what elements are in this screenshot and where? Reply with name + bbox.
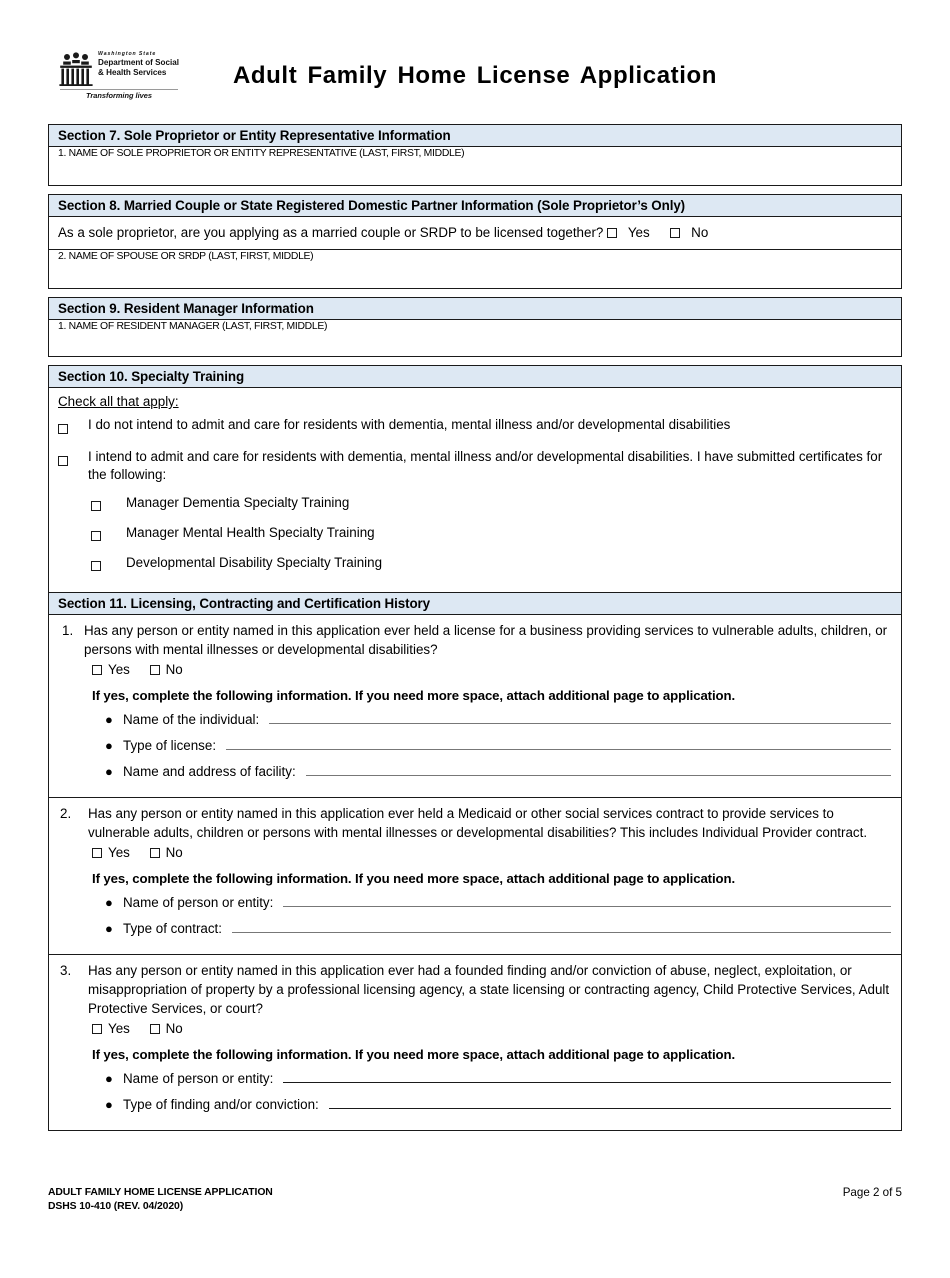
specialty-training-sub-list (58, 494, 892, 575)
section-11-heading: Section 11. Licensing, Contracting and Certification History (49, 593, 901, 615)
section-11 (48, 593, 902, 1131)
question-1-bullet-3 (105, 762, 891, 779)
checkbox-srdp-no[interactable] (670, 228, 680, 238)
question-2-bullet-2-input[interactable] (232, 919, 891, 933)
section-10-heading: Section 10. Specialty Training (49, 366, 901, 388)
question-1-bullet-1-label: Name of the individual: (123, 711, 260, 727)
question-1 (49, 615, 901, 797)
checkbox-intend-specialty[interactable] (58, 456, 68, 466)
checkbox-manager-mental-health-training[interactable] (91, 531, 101, 541)
checkbox-q2-no-label: No (165, 844, 183, 860)
footer-form-number: DSHS 10-410 (REV. 04/2020) (48, 1201, 184, 1212)
bullet-dot-icon: ● (105, 894, 113, 910)
question-3-bullets (59, 1069, 891, 1112)
section-7 (48, 124, 902, 186)
page-footer (48, 1186, 902, 1214)
question-2-bullet-1-label: Name of person or entity: (123, 894, 274, 910)
option-manager-mental-health-training-label: Manager Mental Health Specialty Training (126, 524, 375, 540)
checkbox-q3-no[interactable] (150, 1024, 160, 1034)
field-sole-proprietor-name-label: 1. NAME OF SOLE PROPRIETOR OR ENTITY REPRESENTATIVE (LAST, FIRST, MIDDLE) (58, 148, 465, 159)
checkbox-manager-dementia-training[interactable] (91, 501, 101, 511)
question-3-if-yes-note: If yes, complete the following information. If you need more space, attach additional page to application. (92, 1046, 736, 1062)
checkbox-q2-yes-label: Yes (108, 844, 130, 860)
section-9-heading: Section 9. Resident Manager Information (49, 298, 901, 320)
section-8-question-text: As a sole proprietor, are you applying as a married couple or SRDP to be licensed together? (58, 225, 604, 240)
bullet-dot-icon: ● (105, 920, 113, 936)
section-8-question-row (49, 217, 901, 249)
logo-tagline: Transforming lives (86, 91, 152, 100)
question-2-bullet-1 (105, 893, 891, 910)
logo-dept-line-1: Department of Social (98, 58, 179, 67)
question-3-bullet-2 (105, 1095, 891, 1112)
section-8-heading: Section 8. Married Couple or State Registered Domestic Partner Information (Sole Proprietor’s Only) (49, 195, 901, 217)
option-no-specialty[interactable] (58, 416, 892, 439)
field-sole-proprietor-name[interactable] (49, 147, 901, 185)
section-8 (48, 194, 902, 289)
option-manager-dementia-training[interactable] (58, 494, 892, 515)
field-resident-manager-name[interactable] (49, 320, 901, 356)
footer-form-title: ADULT FAMILY HOME LICENSE APPLICATION (48, 1187, 273, 1198)
question-2-if-yes-note: If yes, complete the following information. If you need more space, attach additional page to application. (92, 870, 736, 886)
question-3-text: Has any person or entity named in this application ever had a founded finding and/or conviction of abuse, neglect, exploitation, or misappropriation of property by a professional licensing agency, a state licensing or contracting agency, Child Protective Services, Adult Protective Services, or court? (88, 962, 890, 1016)
question-1-bullet-3-label: Name and address of facility: (123, 763, 296, 779)
section-10-instruction: Check all that apply: (58, 394, 179, 409)
spacer-7-8 (48, 186, 902, 194)
question-2-bullets (59, 893, 891, 936)
field-spouse-name-label: 2. NAME OF SPOUSE OR SRDP (LAST, FIRST, MIDDLE) (58, 251, 314, 262)
option-developmental-disability-training[interactable] (58, 554, 892, 575)
checkbox-developmental-disability-training[interactable] (91, 561, 101, 571)
bullet-dot-icon: ● (105, 711, 113, 727)
checkbox-q3-yes-label: Yes (108, 1020, 130, 1036)
question-3-bullet-2-input[interactable] (329, 1095, 891, 1109)
checkbox-no-specialty[interactable] (58, 424, 68, 434)
question-3-bullet-1-input[interactable] (283, 1069, 891, 1083)
question-1-bullet-2-input[interactable] (226, 736, 891, 750)
field-spouse-name[interactable] (49, 250, 901, 288)
question-3 (49, 954, 901, 1130)
checkbox-q2-yes[interactable] (92, 848, 102, 858)
checkbox-q1-yes[interactable] (92, 665, 102, 675)
question-1-bullet-2-label: Type of license: (123, 737, 217, 753)
logo-dept-line-2: & Health Services (98, 67, 167, 77)
question-2-yes-no (59, 843, 891, 863)
question-2-number: 2. (60, 805, 72, 821)
footer-page-number: Page 2 of 5 (842, 1186, 902, 1199)
option-manager-dementia-training-label: Manager Dementia Specialty Training (126, 494, 350, 510)
question-3-bullet-1-label: Name of person or entity: (123, 1070, 274, 1086)
footer-form-info (48, 1186, 273, 1214)
option-intend-specialty[interactable] (58, 448, 892, 485)
option-manager-mental-health-training[interactable] (58, 524, 892, 545)
checkbox-q1-no[interactable] (150, 665, 160, 675)
option-intend-specialty-label: I intend to admit and care for residents with dementia, mental illness and/or developmental disabilities. I have submitted certificates for the following: (88, 448, 883, 482)
form-body (48, 124, 902, 1131)
question-1-bullet-1 (105, 710, 891, 727)
question-2-text: Has any person or entity named in this application ever held a Medicaid or other social services contract to provide services to vulnerable adults, children or persons with mental illnesses or developmental disabilities? This includes Individual Provider contract. (88, 805, 868, 840)
checkbox-srdp-no-label: No (691, 225, 709, 240)
page-header (48, 48, 902, 116)
question-1-bullets (59, 710, 891, 779)
question-1-if-yes-note: If yes, complete the following information. If you need more space, attach additional page to application. (92, 687, 736, 703)
checkbox-q3-no-label: No (165, 1020, 183, 1036)
checkbox-q2-no[interactable] (150, 848, 160, 858)
question-2-bullet-2-label: Type of contract: (123, 920, 222, 936)
spacer-9-10 (48, 357, 902, 365)
question-1-text: Has any person or entity named in this application ever held a license for a business providing services to vulnerable adults, children, or persons with mental illnesses or developmental disabilities? (84, 622, 888, 657)
question-1-bullet-3-input[interactable] (306, 762, 891, 776)
question-3-number: 3. (60, 962, 72, 978)
page-title: Adult Family Home License Application (232, 62, 718, 89)
field-resident-manager-name-label: 1. NAME OF RESIDENT MANAGER (LAST, FIRST, MIDDLE) (58, 321, 328, 332)
checkbox-q1-no-label: No (165, 661, 183, 677)
question-3-yes-no (59, 1019, 891, 1039)
checkbox-q3-yes[interactable] (92, 1024, 102, 1034)
checkbox-q1-yes-label: Yes (108, 661, 130, 677)
section-9 (48, 297, 902, 357)
logo-state-line: Washington State (98, 51, 157, 57)
option-developmental-disability-training-label: Developmental Disability Specialty Training (126, 554, 383, 570)
question-1-bullet-2 (105, 736, 891, 753)
question-2-bullet-2 (105, 919, 891, 936)
bullet-dot-icon: ● (105, 1096, 113, 1112)
question-3-bullet-2-label: Type of finding and/or conviction: (123, 1096, 319, 1112)
question-1-yes-no (59, 660, 891, 680)
bullet-dot-icon: ● (105, 1070, 113, 1086)
question-2-bullet-1-input[interactable] (283, 893, 891, 907)
question-2 (49, 797, 901, 954)
section-10-body (49, 388, 901, 592)
question-3-bullet-1 (105, 1069, 891, 1086)
checkbox-srdp-yes[interactable] (607, 228, 617, 238)
checkbox-srdp-yes-label: Yes (627, 225, 650, 240)
section-10 (48, 365, 902, 593)
spacer-8-9 (48, 289, 902, 297)
question-1-bullet-1-input[interactable] (269, 710, 891, 724)
bullet-dot-icon: ● (105, 763, 113, 779)
question-1-number: 1. (62, 622, 74, 638)
section-7-heading: Section 7. Sole Proprietor or Entity Representative Information (49, 125, 901, 147)
document-page (0, 48, 950, 1278)
option-no-specialty-label: I do not intend to admit and care for residents with dementia, mental illness and/or developmental disabilities (88, 417, 731, 432)
bullet-dot-icon: ● (105, 737, 113, 753)
